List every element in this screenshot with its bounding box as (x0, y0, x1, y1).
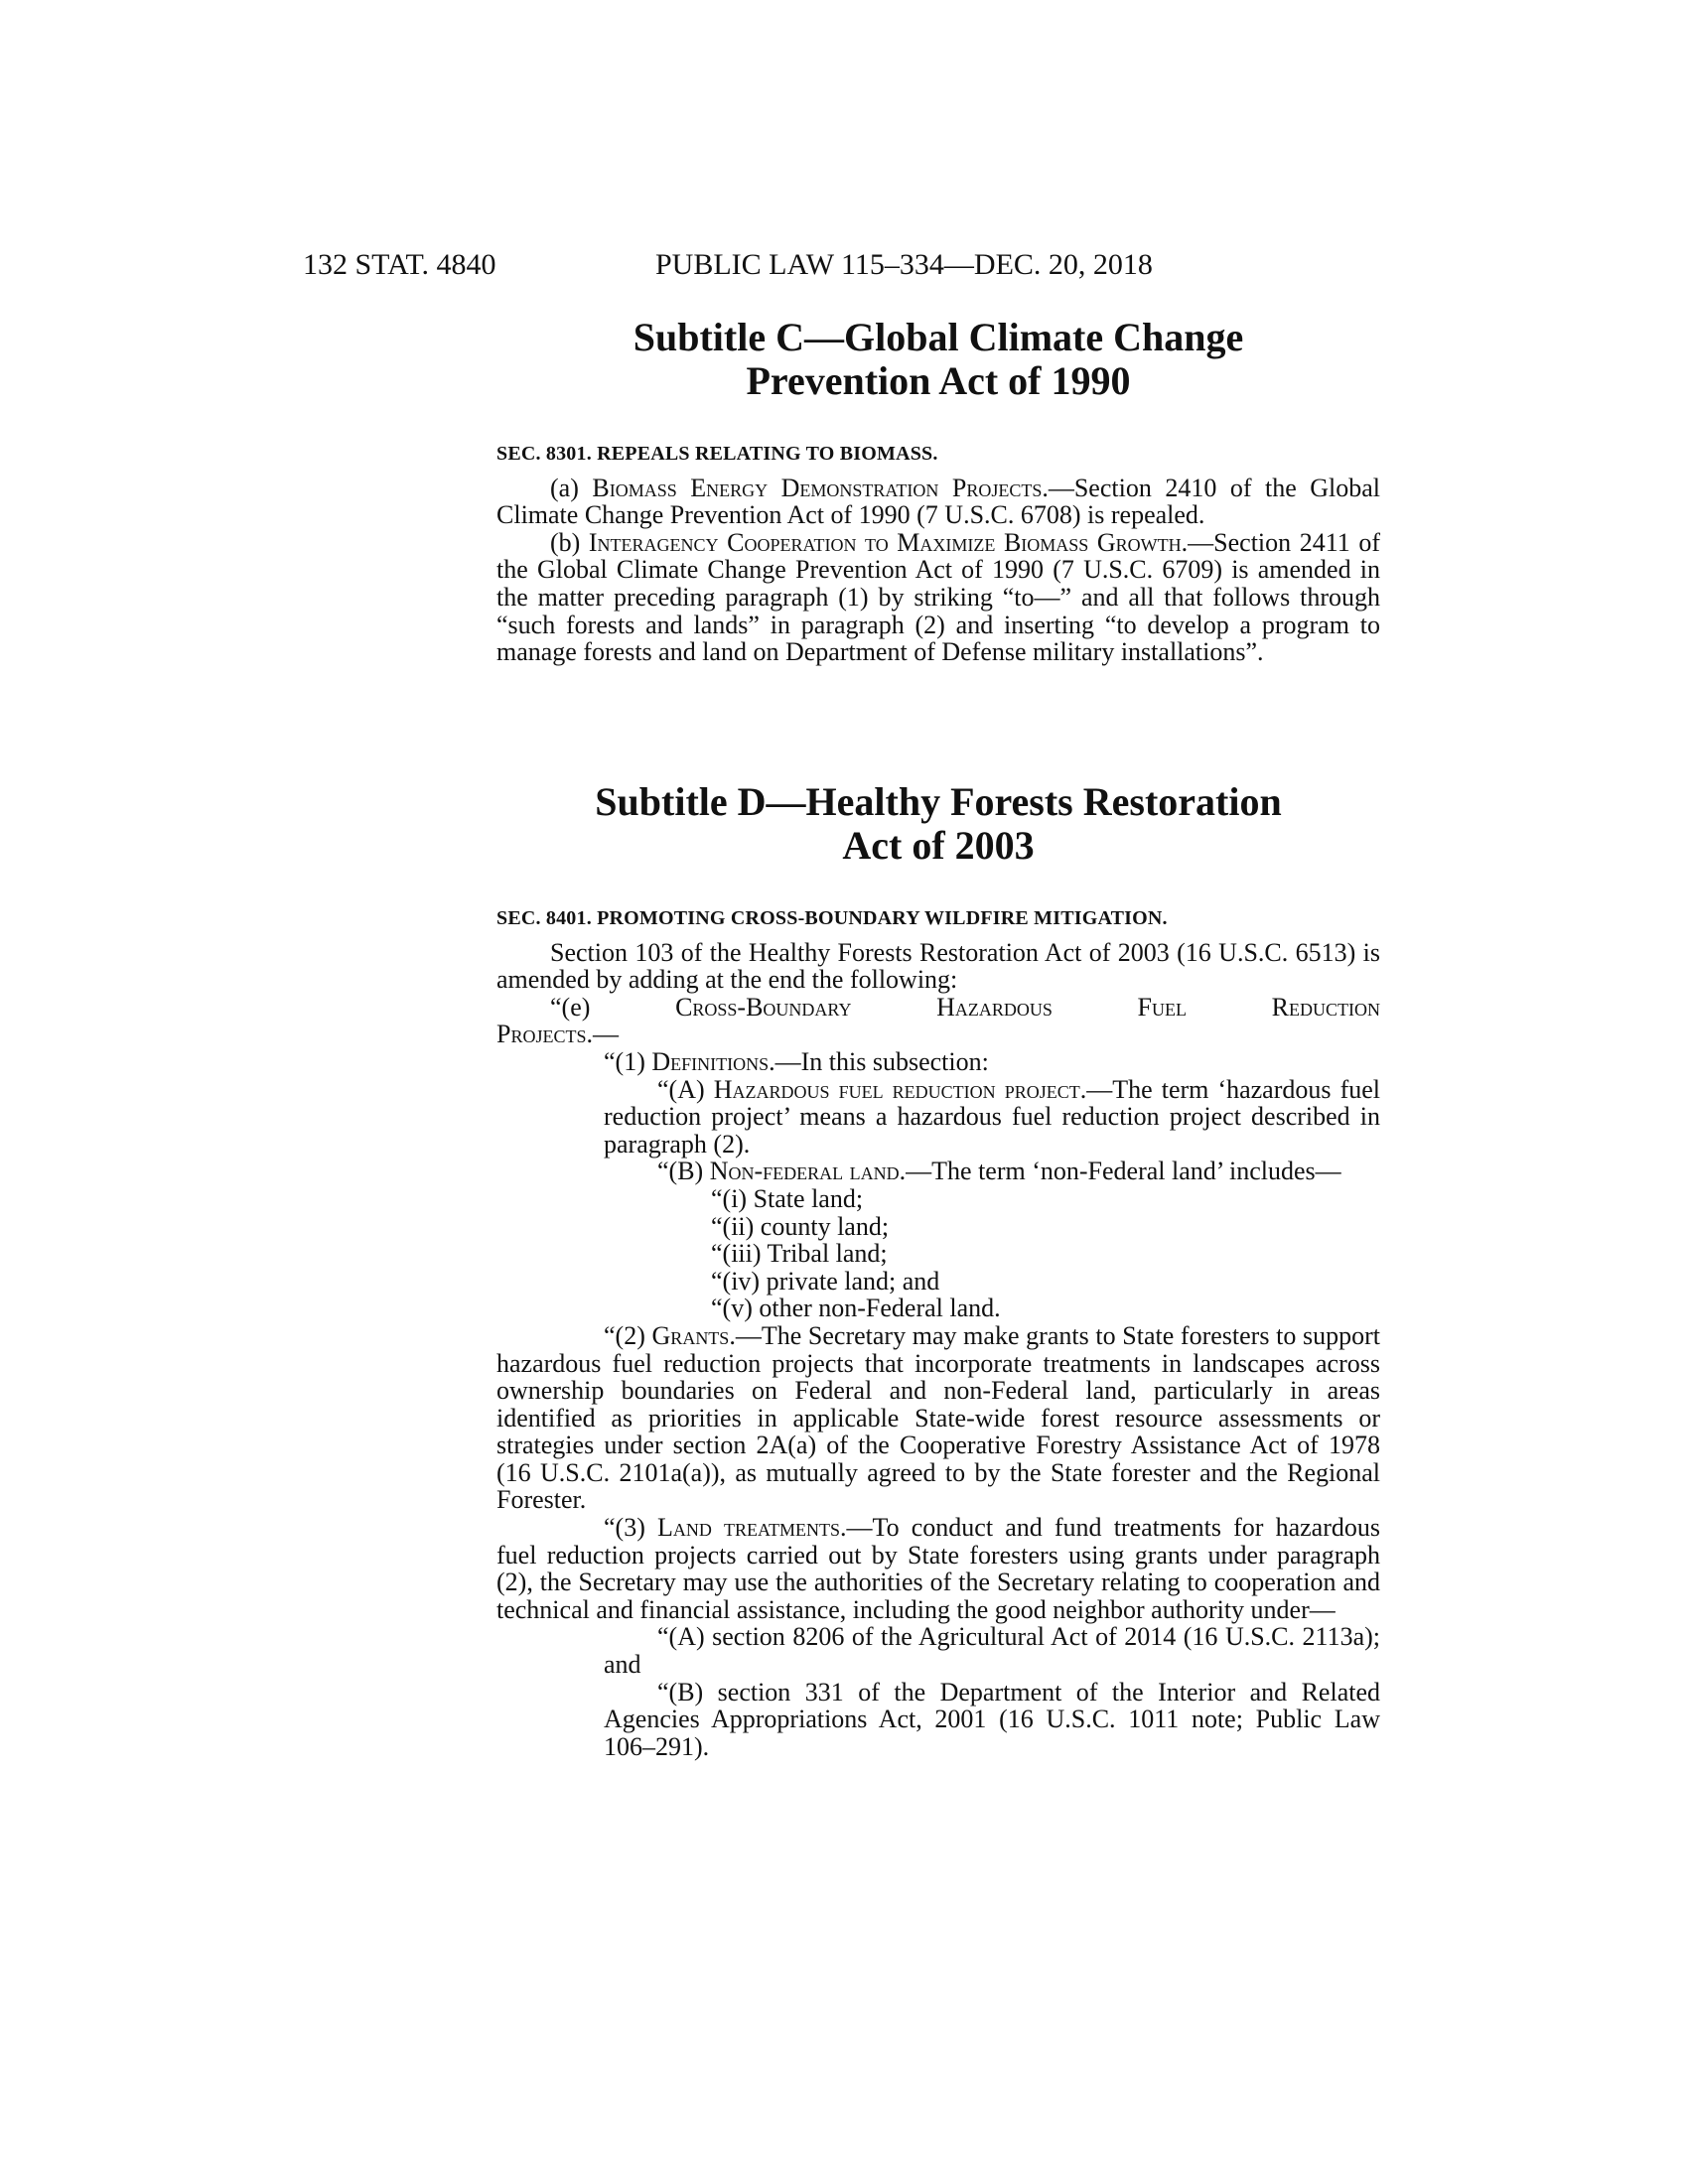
section-8301-a-caption: Biomass Energy Demonstration Projects. (592, 473, 1049, 502)
subtitle-d (496, 780, 1380, 868)
section-8301-b: (b) Interagency Cooperation to Maximize Biomass Growth.—Section 2411 of the Global Climate Change Prevention Act of 1990 (7 U.S.C. 6709) is amended in the matter preceding paragraph (1) by striking “to—” and all that follows through “such forests and lands” in paragraph (2) and inserting “to develop a program to manage forests and land on Department of Defense military installations”. (496, 527, 1380, 667)
list-item: “(i) State land; (711, 1183, 864, 1213)
subsection-e-caption-cont: Projects.— (496, 1020, 619, 1049)
subtitle-c-line1: Subtitle C—Global Climate Change (633, 315, 1244, 359)
subtitle-c (496, 316, 1380, 403)
section-8401-heading: SEC. 8401. PROMOTING CROSS-BOUNDARY WILDFIRE MITIGATION. (496, 907, 1168, 929)
paragraph-1-b: “(B) Non-federal land.—The term ‘non-Federal land’ includes— (657, 1157, 1341, 1186)
section-8401 (496, 905, 1380, 1760)
list-item: “(iii) Tribal land; (711, 1239, 888, 1269)
paragraph-2: “(2) Grants.—The Secretary may make grants to State foresters to support hazardous fuel reduction projects that incorporate treatments in landscapes across ownership boundaries on Federal and non-Federal land, particularly in areas identified as priorities in applicable State-wide forest resource assessments or strategies under section 2A(a) of the Cooperative Forestry Assistance Act of 1978 (16 U.S.C. 2101a(a)), as mutually agreed to by the State forester and the Regional Forester. (496, 1320, 1380, 1515)
page-reference: 132 STAT. 4840 (303, 248, 496, 281)
list-item: “(ii) county land; (711, 1211, 890, 1241)
subtitle-d-line1: Subtitle D—Healthy Forests Restoration (595, 779, 1282, 824)
subtitle-d-line2: Act of 2003 (842, 823, 1035, 868)
list-item: “(v) other non-Federal land. (711, 1294, 1001, 1323)
paragraph-3: “(3) Land treatments.—To conduct and fund treatments for hazardous fuel reduction projects carried out by State foresters using grants under paragraph (2), the Secretary may use the authorities of the Secretary relating to cooperation and technical and financial assistance, including the good neighbor authority under— (496, 1513, 1380, 1624)
list-item: “(iv) private land; and (711, 1266, 940, 1296)
paragraph-3-a: “(A) section 8206 of the Agricultural Act of 2014 (16 U.S.C. 2113a); and (604, 1622, 1380, 1680)
paragraph-1: “(1) Definitions.—In this subsection: (604, 1046, 989, 1076)
subsection-e-caption: “(e) Cross-Boundary Hazardous Fuel Reduction (550, 992, 1380, 1022)
section-8301 (496, 441, 1380, 666)
section-8301-a: (a) Biomass Energy Demonstration Projects.—Section 2410 of the Global Climate Change Prevention Act of 1990 (7 U.S.C. 6708) is repealed. (496, 473, 1380, 530)
law-reference: PUBLIC LAW 115–334—DEC. 20, 2018 (655, 248, 1153, 281)
subtitle-c-line2: Prevention Act of 1990 (746, 358, 1131, 403)
section-8301-heading: SEC. 8301. REPEALS RELATING TO BIOMASS. (496, 443, 938, 465)
section-8301-b-caption: Interagency Cooperation to Maximize Biomass Growth. (588, 527, 1189, 557)
paragraph-3-b: “(B) section 331 of the Department of the Interior and Related Agencies Appropriations Act, 2001 (16 U.S.C. 1011 note; Public Law 106–291). (604, 1677, 1380, 1761)
section-8401-intro: Section 103 of the Healthy Forests Restoration Act of 2003 (16 U.S.C. 6513) is amended by adding at the end the following: (496, 937, 1380, 995)
paragraph-1-a: “(A) Hazardous fuel reduction project.—The term ‘hazardous fuel reduction project’ means a hazardous fuel reduction project described in paragraph (2). (604, 1074, 1380, 1159)
